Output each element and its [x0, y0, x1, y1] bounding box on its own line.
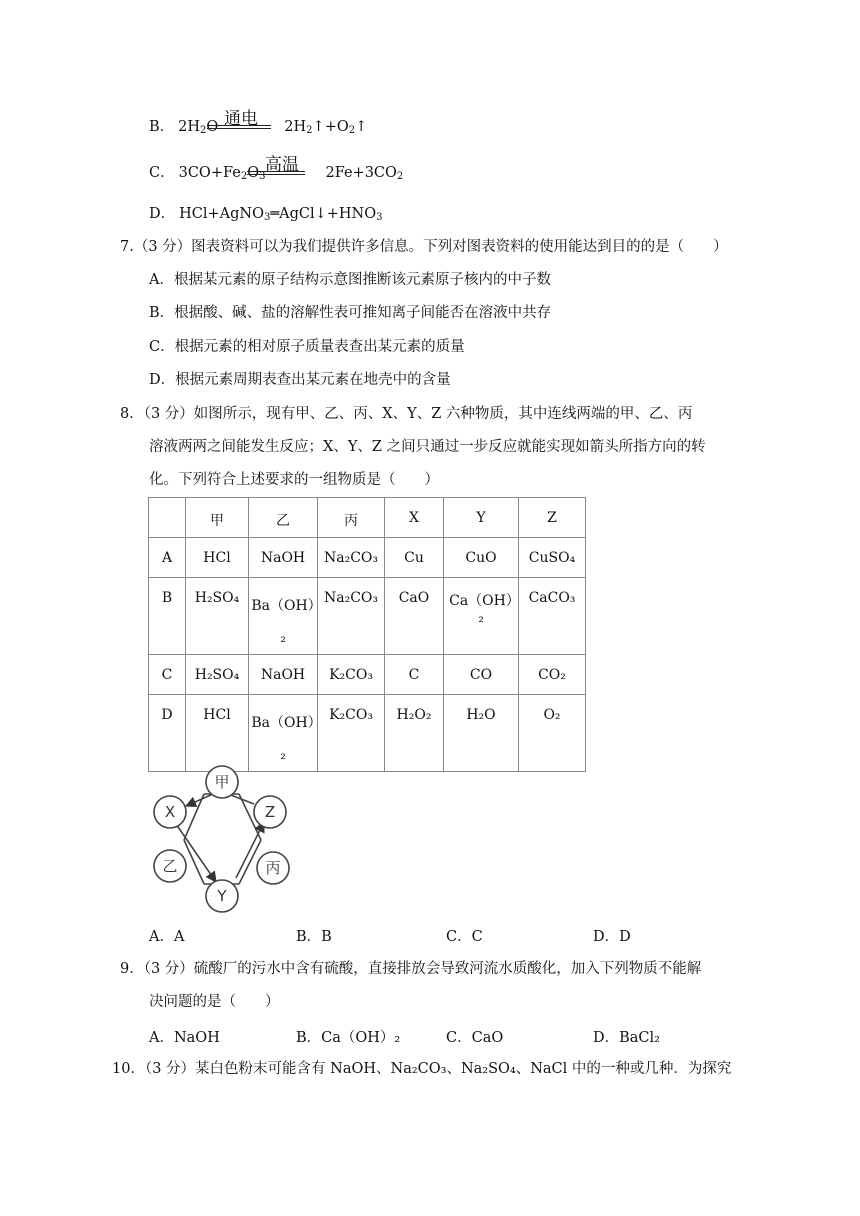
node-z-label: Z	[264, 803, 276, 821]
table-cell: H₂SO₄	[186, 578, 249, 655]
q6-option-d: D． $HCl+AgNO_3═AgCl↓+HNO_3$	[149, 206, 383, 223]
table-cell: Ba（OH）₂	[249, 578, 318, 655]
table-cell: Na₂CO₃	[318, 578, 385, 655]
q6-option-b: B． $2H_2O$ $2H_2↑+O_2↑$	[149, 119, 368, 136]
table-header-cell: 甲	[186, 498, 249, 538]
table-cell: NaOH	[249, 655, 318, 695]
q8-stem-line2: 溶液两两之间能发生反应；X、Y、Z 之间只通过一步反应就能实现如箭头所指方向的转	[149, 439, 706, 455]
q9-option-d: D．BaCl₂	[593, 1030, 660, 1046]
table-cell: C	[149, 655, 186, 695]
table-cell: H₂O	[444, 695, 519, 772]
table-cell: A	[149, 538, 186, 578]
q8-option-a: A．A	[149, 929, 185, 945]
q8-reaction-diagram	[148, 762, 298, 914]
table-cell: B	[149, 578, 186, 655]
q6-option-c: C． $3CO+Fe_2O_3$ $2Fe+3CO_2$	[149, 165, 404, 182]
table-cell: NaOH	[249, 538, 318, 578]
table-cell: H₂SO₄	[186, 655, 249, 695]
table-cell: HCl	[186, 695, 249, 772]
table-cell: O₂	[519, 695, 586, 772]
condition-high-temperature: 高温	[265, 155, 299, 175]
table-cell: CaCO₃	[519, 578, 586, 655]
q7-option-b: B．根据酸、碱、盐的溶解性表可推知离子间能否在溶液中共存	[149, 305, 552, 321]
double-line-equals	[207, 125, 271, 129]
table-header-cell: Z	[519, 498, 586, 538]
q8-option-c: C．C	[446, 929, 483, 945]
q7-option-c: C．根据元素的相对原子质量表查出某元素的质量	[149, 339, 465, 355]
q9-option-b: B．Ca（OH）₂	[296, 1030, 401, 1046]
node-x-label: X	[164, 803, 176, 821]
q10-stem-line1: 10．（3 分）某白色粉末可能含有 NaOH、Na₂CO₃、Na₂SO₄、NaCl 中的一种或几种．为探究	[112, 1061, 732, 1077]
table-header-cell: X	[385, 498, 444, 538]
q7-stem: 7.（3 分）图表资料可以为我们提供许多信息。下列对图表资料的使用能达到目的的是（ ）	[120, 239, 728, 255]
q9-stem-line1: 9．（3 分）硫酸厂的污水中含有硫酸，直接排放会导致河流水质酸化，加入下列物质不能解	[120, 961, 702, 977]
table-header-cell	[149, 498, 186, 538]
table-header-cell: Y	[444, 498, 519, 538]
table-cell: K₂CO₃	[318, 695, 385, 772]
table-cell: H₂O₂	[385, 695, 444, 772]
q9-option-c: C．CaO	[446, 1030, 504, 1046]
node-bing-label: 丙	[265, 859, 281, 877]
table-cell: Cu	[385, 538, 444, 578]
q8-substance-table	[148, 497, 586, 772]
table-row	[149, 538, 586, 578]
q8-option-b: B．B	[296, 929, 332, 945]
q9-stem-line2: 决问题的是（ ）	[149, 994, 280, 1010]
node-y-label: Y	[217, 887, 227, 905]
q7-option-a: A．根据某元素的原子结构示意图推断该元素原子核内的中子数	[149, 272, 551, 288]
q8-option-d: D．D	[593, 929, 631, 945]
table-cell: Ca（OH）₂	[444, 578, 519, 655]
table-cell: CuSO₄	[519, 538, 586, 578]
table-header-row	[149, 498, 586, 538]
table-cell: Na₂CO₃	[318, 538, 385, 578]
table-row	[149, 578, 586, 655]
table-header-cell: 丙	[318, 498, 385, 538]
table-row	[149, 655, 586, 695]
double-line-equals	[247, 171, 305, 175]
node-yi-label: 乙	[162, 857, 178, 875]
table-cell: CuO	[444, 538, 519, 578]
q8-stem-line1: 8．（3 分）如图所示，现有甲、乙、丙、X、Y、Z 六种物质，其中连线两端的甲、乙、丙	[120, 406, 693, 422]
table-header-cell: 乙	[249, 498, 318, 538]
table-cell: CO₂	[519, 655, 586, 695]
table-cell: D	[149, 695, 186, 772]
table-cell: C	[385, 655, 444, 695]
table-cell: HCl	[186, 538, 249, 578]
q7-option-d: D．根据元素周期表查出某元素在地壳中的含量	[149, 372, 451, 388]
table-cell: CO	[444, 655, 519, 695]
table-cell: K₂CO₃	[318, 655, 385, 695]
table-row	[149, 695, 586, 772]
node-jia-label: 甲	[214, 773, 230, 791]
q9-option-a: A．NaOH	[149, 1030, 220, 1046]
table-cell: Ba（OH）₂	[249, 695, 318, 772]
q8-stem-line3: 化。下列符合上述要求的一组物质是（ ）	[149, 472, 439, 488]
condition-electrolysis: 通电	[224, 109, 258, 129]
table-cell: CaO	[385, 578, 444, 655]
